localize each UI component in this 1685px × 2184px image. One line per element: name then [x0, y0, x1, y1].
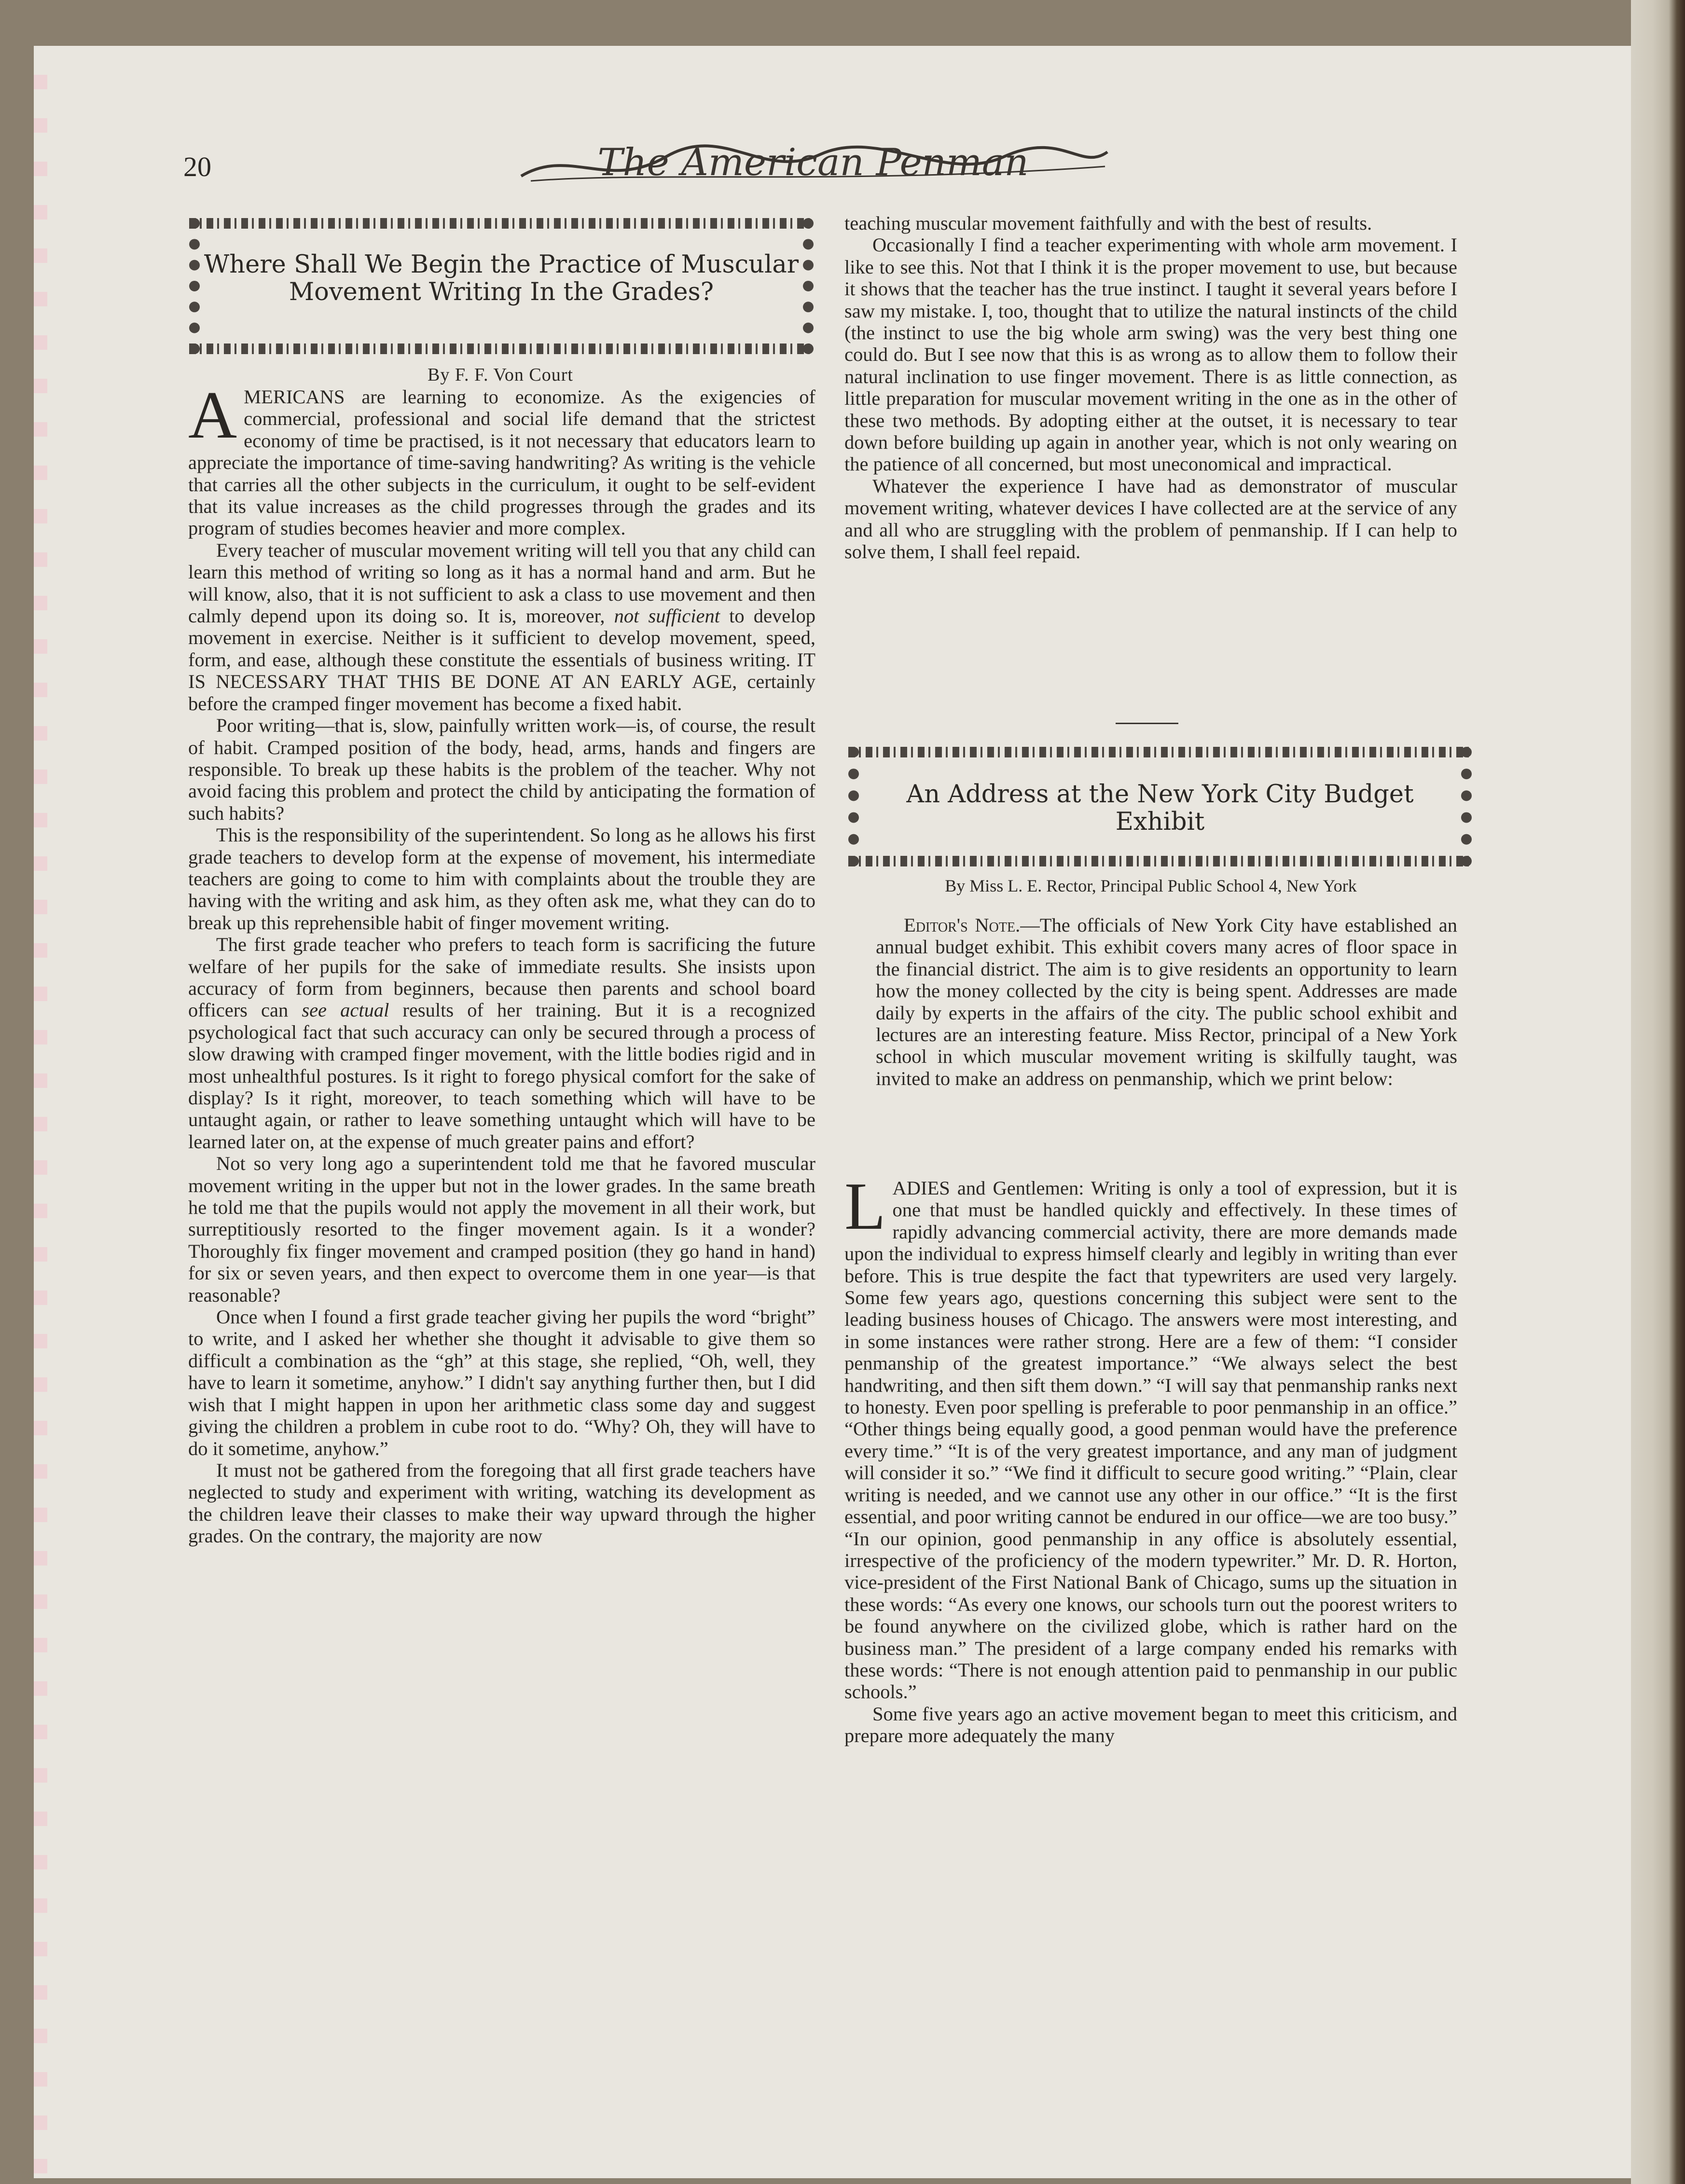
binding-edge [34, 46, 47, 2178]
article1-paragraph: Poor writing—that is, slow, painfully written work—is, of course, the result of habit. Cramped position of the body, head, arms, hands and fingers are responsible. To break up these habits is the problem of the teacher. Why not avoid facing this problem and protect the child by anticipating the formation of such habits? [188, 714, 815, 824]
article2-body [844, 1169, 1457, 1747]
article1-byline: By F. F. Von Court [428, 365, 573, 385]
article2-byline: By Miss L. E. Rector, Principal Public School 4, New York [945, 876, 1357, 895]
page-number: 20 [183, 151, 211, 182]
article1-paragraph: teaching muscular movement faithfully and with the best of results. [844, 212, 1372, 234]
ornament-border-bottom [848, 856, 1472, 866]
article2-title: An Address at the New York City Budget Exhibit [906, 780, 1414, 836]
book-spine [1631, 0, 1685, 2184]
article1-paragraph: The first grade teacher who prefers to teach form is sacrificing the future welfare of her pupils for the sake of immediate results. She insists upon accuracy of form from beginners, because then parents and school board officers can see actual results of her training. But it is a recognized psychological fact that such accuracy can only be secured through a process of slow drawing with cramped finger movement, with the little bodies rigid and in most unhealthful postures. Is it right to forego physical comfort for the sake of display? Is it right, moreover, to teach something which will have to be untaught again, or rather to leave something untaught which will have to be learned later on, at the expense of much greater pains and effort? [188, 934, 815, 1153]
editor-note-label: Editor's Note. [904, 914, 1021, 936]
article1-paragraph: AMERICANS are learning to economize. As the exigencies of commercial, professional and social life demand that the strictest economy of time be practised, is it not necessary that educators learn to appreciate the importance of time-saving handwriting? As writing is the vehicle that carries all the other subjects in the curriculum, it ought to be self-evident that its value increases as the child progresses through the grades and its program of studies becomes heavier and more complex. [188, 378, 815, 539]
ornament-border-top [848, 747, 1472, 757]
article1-header-box [189, 218, 814, 354]
article1-paragraph: Occasionally I find a teacher experimenting with whole arm movement. I like to see this. Not that I think it is the proper movement to use, but because it shows that the teacher has the true instinct. I taught it several years before I saw my mistake. I, too, thought that to utilize the natural instincts of the child (the instinct to use the big whole arm swing) was the very best thing one could do. But I see now that this is as wrong as to allow them to follow their natural inclination to use finger movement. There is as little connection, as little preparation for muscular movement writing in the one as in the other of these two methods. By adopting either at the outset, it is necessary to tear down before building up again in another year, which is not only wearing on the patience of all concerned, but most uneconomical and impractical. [844, 234, 1457, 475]
article1-paragraph: Not so very long ago a superintendent told me that he favored muscular movement writing in the upper but not in the lower grades. In the same breath he told me that the pupils would not apply the movement in all their work, but surreptitiously resorted to the finger movement again. Is it a wonder? Thoroughly fix finger movement and cramped position (they go hand in hand) for six or seven years, and then expect to overcome them in one year—is that reasonable? [188, 1153, 815, 1306]
ornament-border-bottom [189, 343, 814, 354]
masthead-logo [511, 137, 1115, 191]
article1-paragraph: This is the responsibility of the superintendent. So long as he allows his first grade teachers to develop form at the expense of movement, his intermediate teachers are going to come to him with complaints about the trouble they are having with the writing and ask him, as they often ask me, what they can do to break up this reprehensible habit of finger movement writing. [188, 824, 815, 934]
article1-paragraph: Once when I found a first grade teacher giving her pupils the word “bright” to write, and I asked her whether she thought it advisable to give them so difficult a combination as the “gh” at this stage, she replied, “Oh, well, they have to learn it sometime, anyhow.” I didn't say anything further then, but I did wish that I might happen in upon her arithmetic class some day and suggest giving the children a problem in cube root to do. “Why? Oh, they will have to do it sometime, anyhow.” [188, 1306, 815, 1459]
drop-cap: A [188, 378, 237, 453]
article2-paragraph: Some five years ago an active movement began to meet this criticism, and prepare more adequately the many [844, 1703, 1457, 1747]
article1-paragraph: Every teacher of muscular movement writing will tell you that any child can learn this method of writing so long as it has a normal hand and arm. But he will know, also, that it is not sufficient to ask a class to use movement and then calmly depend upon its doing so. It is, moreover, not sufficient to develop movement in exercise. Neither is it sufficient to develop movement, speed, form, and ease, although these constitute the essentials of business writing. IT IS NECESSARY THAT THIS BE DONE AT AN EARLY AGE, certainly before the cramped finger movement has become a fixed habit. [188, 539, 816, 714]
article1-paragraph: Whatever the experience I have had as demonstrator of muscular movement writing, whatever devices I have collected are at the service of any and all who are struggling with the problem of penmanship. If I can help to solve them, I shall feel repaid. [844, 475, 1457, 563]
ornament-border-top [189, 218, 814, 229]
article1-paragraph: It must not be gathered from the foregoing that all first grade teachers have neglected to study and experiment with writing, watching its development as the children leave their classes to make their way upward through the higher grades. On the contrary, the majority are now [188, 1459, 815, 1547]
editor-note-paragraph: Editor's Note.—The officials of New York City have established an annual budget exhibit. This exhibit covers many acres of floor space in the financial district. The aim is to give residents an opportunity to learn how the money collected by the city is being spent. Addresses are made daily by experts in the affairs of the city. The public school exhibit and lectures are an interesting feature. Miss Rector, principal of a New York school in which muscular movement writing is skilfully taught, was invited to make an address on penmanship, which we print below: [876, 914, 1458, 1089]
article1-column-left [188, 378, 816, 1547]
article2-header-box [848, 747, 1472, 866]
section-divider [1116, 723, 1178, 724]
article1-title: Where Shall We Begin the Practice of Muscular Movement Writing In the Grades? [204, 250, 799, 306]
editor-note [876, 914, 1457, 1089]
article1-column-right [844, 212, 1457, 563]
drop-cap: L [844, 1169, 886, 1244]
article2-paragraph: LADIES and Gentlemen: Writing is only a tool of expression, but it is one that must be handled quickly and effectively. In these times of rapidly advancing commercial activity, there are more demands made upon the individual to express himself clearly and legibly in writing than ever before. This is true despite the fact that typewriters are used very largely. Some few years ago, questions concerning this subject were sent to the leading business houses of Chicago. The answers were most interesting, and in some instances were rather strong. Here are a few of them: “I consider penmanship of the greatest importance.” “We always select the best handwriting, and then sift them down.” “I will say that penmanship ranks next to honesty. Even poor spelling is preferable to poor penmanship in an office.” “Other things being equally good, a good penman would have the preference every time.” “It is of the very greatest importance, and any man of judgment will consider it so.” “We find it difficult to secure good writing.” “Plain, clear writing is needed, and we cannot use any other in our office.” “It is the first essential, and poor writing cannot be endured in our office—we are too busy.” “In our opinion, good penmanship in any office is absolutely essential, irrespective of the proficiency of the modern typewriter.” Mr. D. R. Horton, vice-president of the First National Bank of Chicago, sums up the situation in these words: “As every one knows, our schools turn out the poorest writers to be found anywhere on the civilized globe, which is rather hard on the business man.” The president of a large company ended his remarks with these words: “There is not enough attention paid to penmanship in our public schools.” [844, 1169, 1457, 1703]
masthead-title: The American Penman [597, 141, 1029, 184]
